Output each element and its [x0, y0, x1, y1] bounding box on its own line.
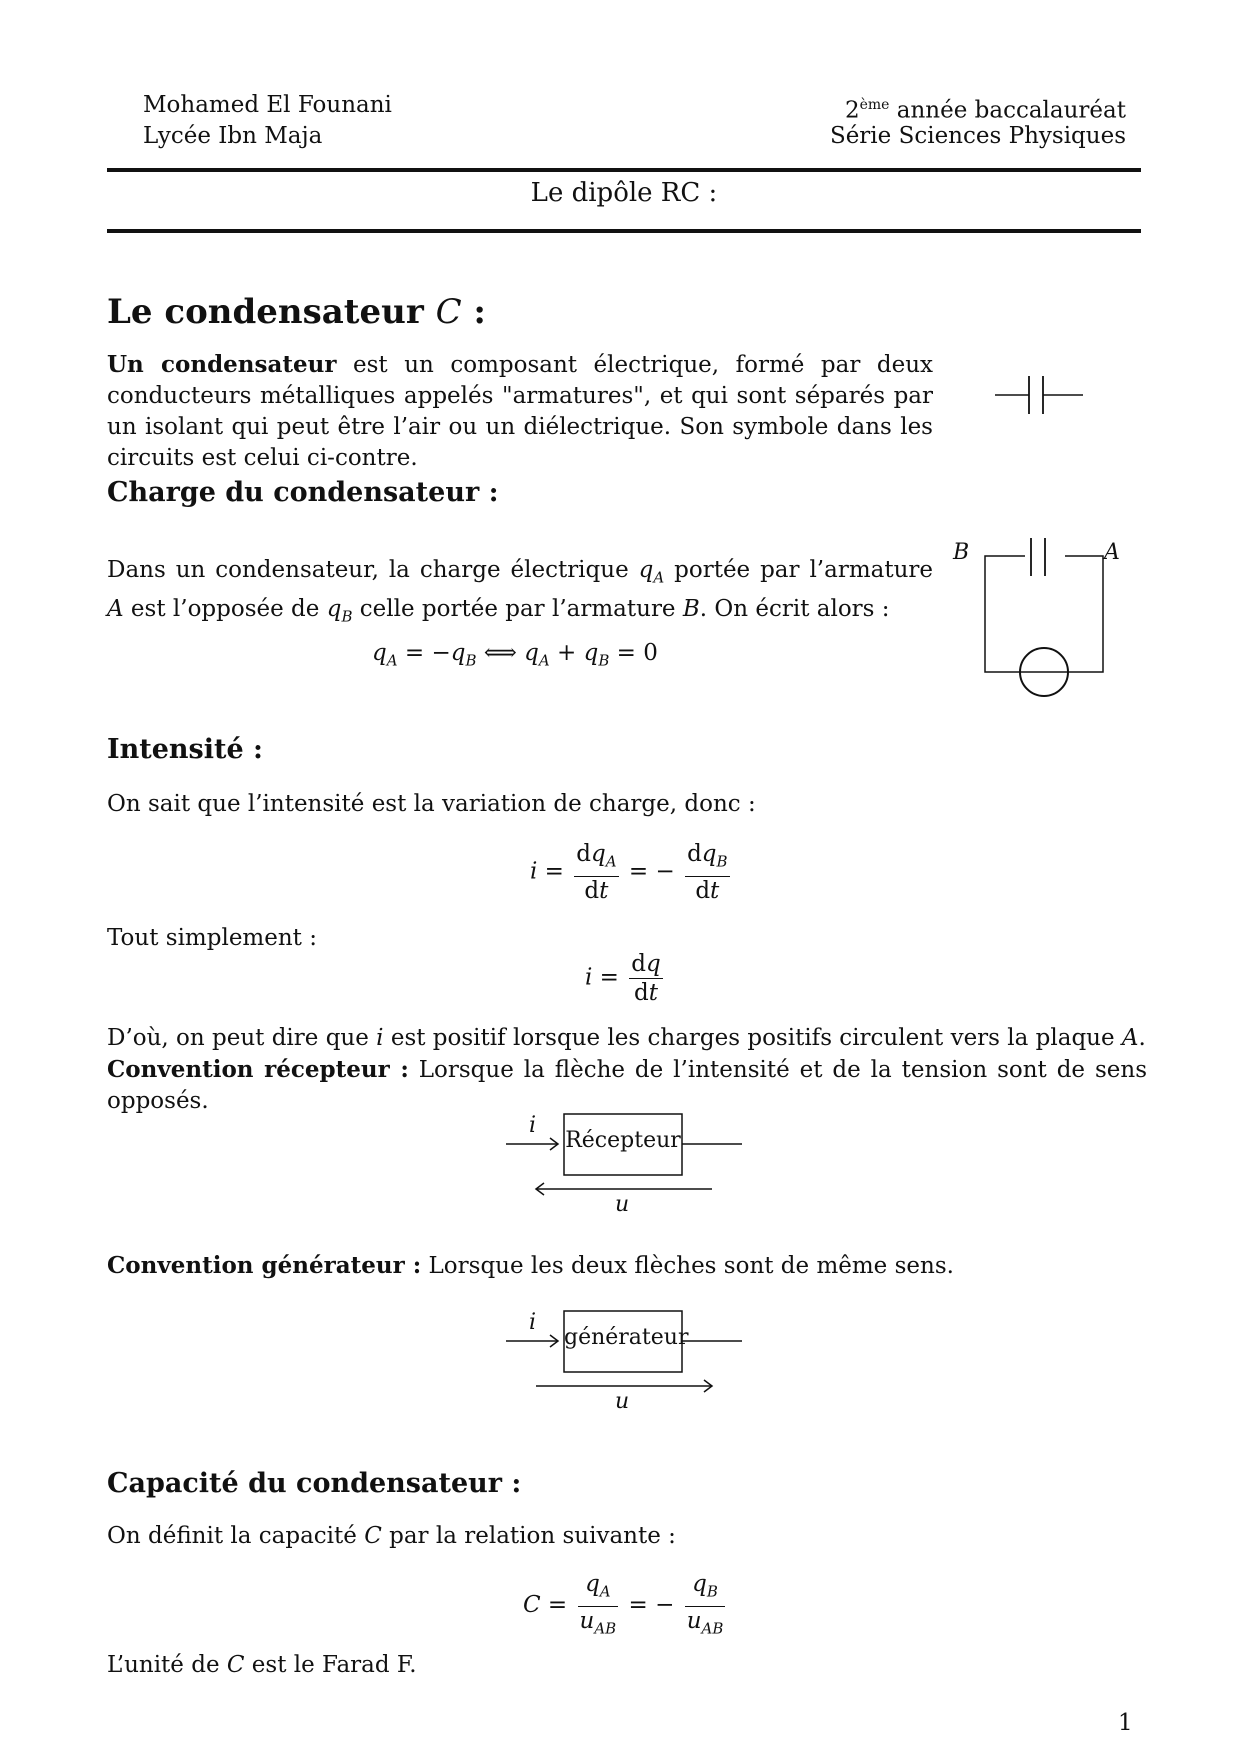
circuit-label-B: B [953, 540, 970, 565]
generateur-u-label: u [615, 1389, 630, 1414]
author: Mohamed El Founani [143, 92, 392, 118]
sym-B: B [682, 595, 700, 622]
convention-generateur [107, 1250, 1147, 1282]
charge-circuit [945, 520, 1125, 705]
sym-A: A [107, 595, 124, 622]
section-title-colon: : [461, 292, 486, 332]
intro-paragraph [107, 349, 933, 474]
year-superscript: ème [859, 97, 890, 113]
series: Série Sciences Physiques [829, 123, 1126, 149]
charge-text-a: Dans un condensateur, la charge électrique [107, 557, 639, 583]
sym-qA: $q_A$ [638, 557, 665, 587]
generateur-box-label: générateur [564, 1325, 689, 1350]
year-number: 2 [844, 97, 860, 124]
circuit-label-A: A [1104, 540, 1120, 565]
charge-equation: $q_A = -q_B$ ⟺ $q_A + q_B = 0$ [372, 640, 658, 670]
capacite-equation: C = $\frac{q_A}{u_{AB}}$ = − $\frac{q_B}{u_{AB}}$ [523, 1571, 724, 1638]
doc-title: Le dipôle RC : [530, 178, 718, 208]
capacite-p2: L’unité de C est le Farad F. [107, 1652, 417, 1678]
section-title-text: Le condensateur [107, 292, 436, 332]
charge-text-b: portée par l’armature [664, 557, 934, 583]
generateur-i-label: i [529, 1310, 537, 1335]
year-text: année baccalauréat [896, 97, 1126, 124]
intensite-equation-1: i = $\frac{dq_A}{dt}$ = − $\frac{dq_B}{dt}$ [530, 841, 728, 904]
generateur-diagram [500, 1305, 760, 1405]
recepteur-u-label: u [615, 1192, 630, 1217]
section-title-intensite: Intensité : [107, 734, 264, 765]
recepteur-i-label: i [529, 1113, 537, 1138]
convention-recepteur-bold: Convention récepteur : [107, 1056, 409, 1083]
bottom-rule [107, 229, 1141, 233]
section-title-condensateur [107, 292, 486, 332]
intensite-p2: Tout simplement : [107, 925, 317, 951]
page-number: 1 [1118, 1710, 1133, 1736]
intro-bold: Un condensateur [107, 351, 337, 378]
sym-qB: $q_B$ [326, 595, 353, 626]
section-title-capacite: Capacité du condensateur : [107, 1468, 522, 1499]
recepteur-box-label: Récepteur [565, 1128, 681, 1153]
capacitor-symbol [995, 372, 1095, 422]
charge-text-e: . On écrit alors : [699, 595, 890, 622]
section-title-charge: Charge du condensateur : [107, 477, 499, 508]
convention-recepteur-text: Lorsque la flèche de l’intensité et de la tension sont de sens opposés. [107, 1057, 1147, 1114]
convention-generateur-text: Lorsque les deux flèches sont de même sens. [421, 1253, 954, 1279]
school: Lycée Ibn Maja [143, 123, 323, 149]
intensite-p1: On sait que l’intensité est la variation de charge, donc : [107, 791, 756, 817]
section-title-symbol: C [435, 292, 462, 332]
intensite-equation-2: i = $\frac{dq}{dt}$ [585, 951, 661, 1006]
charge-text-c: est l’opposée de [123, 595, 327, 622]
convention-generateur-bold: Convention générateur : [107, 1252, 422, 1279]
charge-paragraph [107, 555, 933, 632]
intro-text: est un composant électrique, formé par deux conducteurs métalliques appelés "armatures", et qui sont séparés par un isolant qui peut être l’air ou un diélectrique. Son symbole dans les circuits est celui ci-contre. [107, 352, 933, 471]
charge-text-d: celle portée par l’armature [352, 595, 683, 622]
recepteur-diagram [500, 1108, 760, 1208]
capacite-p1: On définit la capacité C par la relation suivante : [107, 1523, 676, 1549]
top-rule [107, 168, 1141, 172]
intensite-p3: D’où, on peut dire que i est positif lorsque les charges positifs circulent vers la plaque A. [107, 1025, 1146, 1051]
